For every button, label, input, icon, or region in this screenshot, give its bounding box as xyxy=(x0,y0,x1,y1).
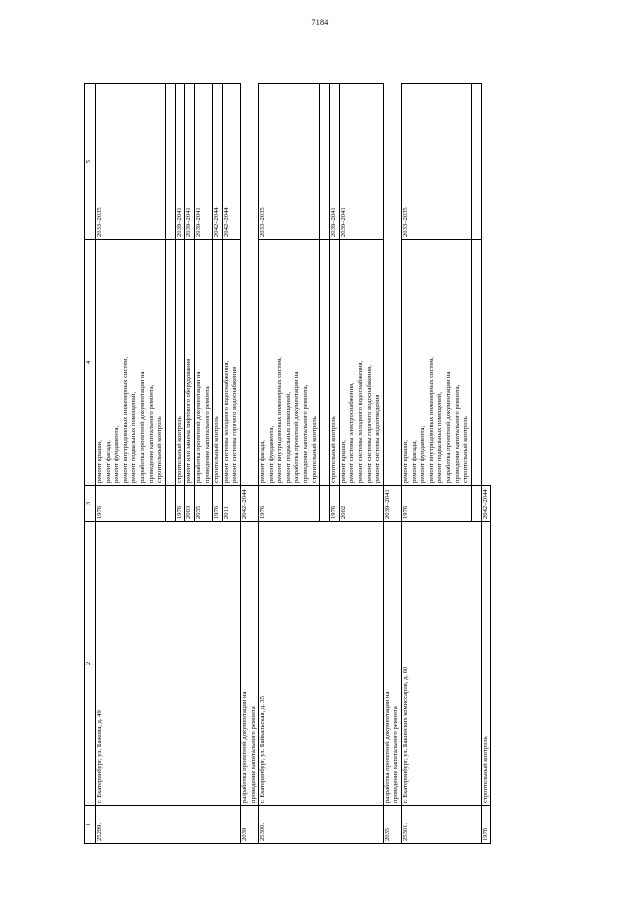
column-header: 1 xyxy=(85,806,96,844)
period-cell: 2042–2044 xyxy=(222,84,240,240)
period-cell: 2033–2035 xyxy=(96,84,166,240)
column-header: 5 xyxy=(85,84,96,240)
period-cell: 2039–2041 xyxy=(383,486,401,522)
works-cell xyxy=(259,240,320,486)
empty-cell xyxy=(320,486,330,522)
works-cell xyxy=(175,240,185,486)
year-cell: 2035 xyxy=(383,806,401,844)
year-cell: 1976 xyxy=(259,486,320,522)
work-line: ремонт подвальных помещений, xyxy=(130,392,138,483)
work-line: ремонт фундамента, xyxy=(419,425,427,483)
works-cell xyxy=(339,240,383,486)
works-cell xyxy=(222,240,240,486)
column-header: 4 xyxy=(85,240,96,486)
empty-cell xyxy=(471,84,481,240)
empty-cell xyxy=(320,240,330,486)
year-cell: 1976 xyxy=(175,486,185,522)
work-line: ремонт или замена лифтового оборудования xyxy=(185,358,193,483)
empty-cell xyxy=(165,240,175,486)
period-cell: 2039–2041 xyxy=(330,84,340,240)
year-cell: 2003 xyxy=(185,486,195,522)
period-cell: 2033–2035 xyxy=(402,84,472,240)
empty-cell xyxy=(471,240,481,486)
work-line: строительный контроль xyxy=(175,416,183,483)
work-line: ремонт крыши, xyxy=(96,440,103,483)
work-line: ремонт подвальных помещений, xyxy=(284,392,292,483)
work-line: ремонт фасада, xyxy=(104,440,112,483)
empty-cell xyxy=(165,486,175,522)
period-cell: 2042–2044 xyxy=(240,486,258,522)
work-line: проведение капитального ремонта, xyxy=(147,384,155,483)
work-line: ремонт системы горячего водоснабжения, xyxy=(365,365,373,483)
building-address: г. Екатеринбург, ул. Бажова, д. 49 xyxy=(96,522,241,806)
year-cell: 1976 xyxy=(481,806,491,844)
table-row xyxy=(96,84,166,844)
year-cell: 2011 xyxy=(222,486,240,522)
period-cell: 2039–2041 xyxy=(194,84,212,240)
work-line: разработка проектной документации на xyxy=(383,691,391,803)
work-line: проведение капитального ремонта xyxy=(203,386,211,483)
work-line: проведение капитального ремонта, xyxy=(453,384,461,483)
works-cell xyxy=(240,522,258,806)
empty-cell xyxy=(320,84,330,240)
work-line: ремонт внутридомовых инженерных систем, xyxy=(276,356,284,483)
year-cell: 1976 xyxy=(96,486,166,522)
work-line: разработка проектной документации на xyxy=(194,371,202,483)
building-address: г. Екатеринбург, ул. Байкальская, д. 35 xyxy=(259,522,384,806)
column-header: 3 xyxy=(85,486,96,522)
period-cell: 2033–2035 xyxy=(259,84,320,240)
work-line: ремонт крыши, xyxy=(402,440,409,483)
work-line: разработка проектной документации на xyxy=(444,371,452,483)
work-line: ремонт фундамента, xyxy=(267,425,275,483)
work-line: ремонт фасада, xyxy=(259,440,267,483)
work-line: разработка проектной документации на xyxy=(138,371,146,483)
work-line: строительный контроль xyxy=(213,416,221,483)
entry-number: 25301. xyxy=(402,806,482,844)
column-header: 2 xyxy=(85,522,96,806)
work-line: ремонт подвальных помещений, xyxy=(436,392,444,483)
work-line: строительный контроль xyxy=(156,416,164,483)
work-line: ремонт внутридомовых инженерных систем, xyxy=(427,356,435,483)
period-cell: 2039–2041 xyxy=(185,84,195,240)
work-line: ремонт системы водоотведения xyxy=(374,394,382,483)
year-cell: 2039 xyxy=(240,806,258,844)
works-cell xyxy=(194,240,212,486)
entry-number: 25299. xyxy=(96,806,241,844)
work-line: ремонт системы горячего водоснабжения xyxy=(231,366,239,483)
work-line: ремонт крыши, xyxy=(339,440,347,483)
works-cell xyxy=(383,522,401,806)
works-cell xyxy=(481,522,491,806)
table-row xyxy=(259,84,320,844)
work-line: строительный контроль xyxy=(330,416,338,483)
period-cell: 2042–2044 xyxy=(213,84,223,240)
work-line: проведение капитального ремонта xyxy=(249,706,257,803)
works-cell xyxy=(213,240,223,486)
work-line: ремонт системы холодного водоснабжения, xyxy=(222,360,230,483)
page-number: 7184 xyxy=(311,18,329,27)
empty-cell xyxy=(165,84,175,240)
work-line: ремонт фасада, xyxy=(410,440,418,483)
column-number-row xyxy=(85,84,96,844)
work-line: строительный контроль xyxy=(462,416,470,483)
work-line: строительный контроль xyxy=(481,736,489,803)
work-line: проведение капитального ремонта xyxy=(392,706,400,803)
work-line: ремонт внутридомовых инженерных систем, xyxy=(121,356,129,483)
works-cell xyxy=(330,240,340,486)
works-cell xyxy=(402,240,472,486)
works-cell xyxy=(185,240,195,486)
table-row xyxy=(402,84,472,844)
work-line: проведение капитального ремонта, xyxy=(302,384,310,483)
table-row xyxy=(383,84,401,844)
entry-number: 25300. xyxy=(259,806,384,844)
work-line: разработка проектной документации на xyxy=(293,371,301,483)
work-line: ремонт системы холодного водоснабжения, xyxy=(357,360,365,483)
empty-cell xyxy=(471,486,481,522)
works-cell xyxy=(96,240,166,486)
rotated-table-container xyxy=(84,84,604,844)
table-row xyxy=(240,84,258,844)
year-cell: 1976 xyxy=(213,486,223,522)
table-body xyxy=(96,84,491,844)
year-cell: 1976 xyxy=(330,486,340,522)
capital-repair-table xyxy=(84,83,491,844)
work-line: строительный контроль xyxy=(310,416,318,483)
period-cell: 2039–2041 xyxy=(339,84,383,240)
building-address: г. Екатеринбург, ул. Бакинских комиссаров, д. 60 xyxy=(402,522,482,806)
work-line: разработка проектной документации на xyxy=(240,691,248,803)
year-cell: 2035 xyxy=(194,486,212,522)
table-row xyxy=(481,84,491,844)
work-line: ремонт фундамента, xyxy=(113,425,121,483)
period-cell: 2039–2041 xyxy=(175,84,185,240)
work-line: ремонт системы электроснабжения, xyxy=(348,382,356,483)
period-cell: 2042–2044 xyxy=(481,486,491,522)
year-cell: 2002 xyxy=(339,486,383,522)
year-cell: 1976 xyxy=(402,486,472,522)
